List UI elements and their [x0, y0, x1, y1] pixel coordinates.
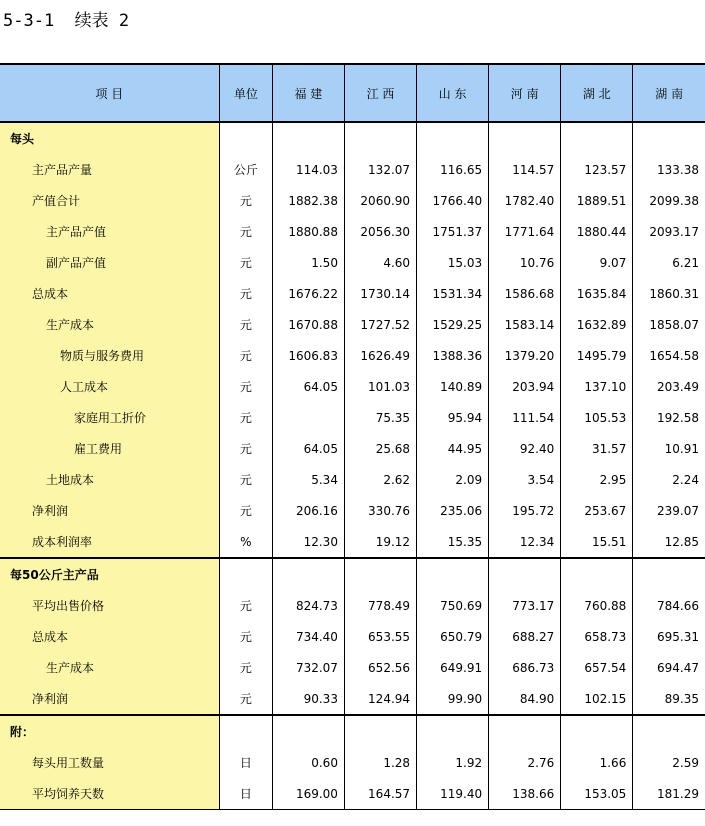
row-label: 人工成本	[0, 371, 219, 402]
cell-value	[344, 558, 416, 590]
row-unit: 日	[219, 778, 272, 810]
cell-value: 2.62	[344, 464, 416, 495]
cell-value: 1531.34	[417, 278, 489, 309]
header-province: 河 南	[489, 64, 561, 122]
cell-value: 649.91	[417, 652, 489, 683]
cell-value: 1882.38	[272, 185, 344, 216]
cell-value: 235.06	[417, 495, 489, 526]
cell-value: 686.73	[489, 652, 561, 683]
cell-value: 12.30	[272, 526, 344, 558]
cell-value: 1632.89	[561, 309, 633, 340]
row-label: 平均饲养天数	[0, 778, 219, 810]
cell-value: 1730.14	[344, 278, 416, 309]
cell-value: 1889.51	[561, 185, 633, 216]
cell-value: 99.90	[417, 683, 489, 715]
cell-value: 1495.79	[561, 340, 633, 371]
row-label: 副产品产值	[0, 247, 219, 278]
cell-value: 652.56	[344, 652, 416, 683]
data-table	[0, 63, 705, 810]
cell-value: 1880.44	[561, 216, 633, 247]
row-label: 生产成本	[0, 309, 219, 340]
cell-value: 101.03	[344, 371, 416, 402]
cell-value: 132.07	[344, 154, 416, 185]
cell-value: 119.40	[417, 778, 489, 810]
cell-value: 650.79	[417, 621, 489, 652]
cell-value: 124.94	[344, 683, 416, 715]
cell-value: 84.90	[489, 683, 561, 715]
cell-value: 239.07	[633, 495, 705, 526]
table-row	[0, 747, 705, 778]
cell-value: 64.05	[272, 371, 344, 402]
cell-value: 750.69	[417, 590, 489, 621]
cell-value: 105.53	[561, 402, 633, 433]
row-label: 物质与服务费用	[0, 340, 219, 371]
cell-value: 1388.36	[417, 340, 489, 371]
table-body	[0, 122, 705, 810]
cell-value: 1782.40	[489, 185, 561, 216]
table-row	[0, 715, 705, 747]
table-row	[0, 216, 705, 247]
cell-value: 195.72	[489, 495, 561, 526]
cell-value: 253.67	[561, 495, 633, 526]
cell-value	[344, 715, 416, 747]
row-label: 附：	[0, 715, 219, 747]
row-label: 每头	[0, 122, 219, 154]
row-unit: 元	[219, 216, 272, 247]
cell-value: 1727.52	[344, 309, 416, 340]
row-unit: 元	[219, 621, 272, 652]
header-unit: 单位	[219, 64, 272, 122]
row-label: 净利润	[0, 495, 219, 526]
cell-value	[633, 558, 705, 590]
row-unit: 元	[219, 495, 272, 526]
cell-value: 12.34	[489, 526, 561, 558]
table-row	[0, 371, 705, 402]
cell-value: 2093.17	[633, 216, 705, 247]
table-row	[0, 402, 705, 433]
cell-value: 114.57	[489, 154, 561, 185]
cell-value: 138.66	[489, 778, 561, 810]
row-label: 家庭用工折价	[0, 402, 219, 433]
cell-value: 1.50	[272, 247, 344, 278]
cell-value: 31.57	[561, 433, 633, 464]
cell-value: 2.24	[633, 464, 705, 495]
row-unit: 公斤	[219, 154, 272, 185]
cell-value: 330.76	[344, 495, 416, 526]
cell-value: 1529.25	[417, 309, 489, 340]
cell-value: 64.05	[272, 433, 344, 464]
cell-value: 1.92	[417, 747, 489, 778]
cell-value: 0.60	[272, 747, 344, 778]
header-row	[0, 64, 705, 122]
row-unit: 元	[219, 433, 272, 464]
cell-value	[272, 715, 344, 747]
header-province: 山 东	[417, 64, 489, 122]
header-province: 湖 北	[561, 64, 633, 122]
cell-value: 1766.40	[417, 185, 489, 216]
cell-value: 15.35	[417, 526, 489, 558]
table-row	[0, 495, 705, 526]
table-row	[0, 309, 705, 340]
cell-value: 1635.84	[561, 278, 633, 309]
table-row	[0, 652, 705, 683]
row-unit: 元	[219, 247, 272, 278]
row-label: 总成本	[0, 278, 219, 309]
cell-value: 10.76	[489, 247, 561, 278]
cell-value	[417, 715, 489, 747]
row-unit: 元	[219, 683, 272, 715]
cell-value: 102.15	[561, 683, 633, 715]
cell-value: 760.88	[561, 590, 633, 621]
cell-value: 1.66	[561, 747, 633, 778]
table-row	[0, 590, 705, 621]
cell-value: 90.33	[272, 683, 344, 715]
row-label: 每头用工数量	[0, 747, 219, 778]
cell-value: 1860.31	[633, 278, 705, 309]
header-province: 福 建	[272, 64, 344, 122]
cell-value: 181.29	[633, 778, 705, 810]
row-unit: 元	[219, 402, 272, 433]
cell-value: 1670.88	[272, 309, 344, 340]
cell-value: 2.76	[489, 747, 561, 778]
cell-value: 15.51	[561, 526, 633, 558]
cell-value: 116.65	[417, 154, 489, 185]
row-unit: 日	[219, 747, 272, 778]
cell-value: 1880.88	[272, 216, 344, 247]
cell-value: 4.60	[344, 247, 416, 278]
cell-value: 695.31	[633, 621, 705, 652]
cell-value: 2.59	[633, 747, 705, 778]
cell-value: 732.07	[272, 652, 344, 683]
cell-value: 773.17	[489, 590, 561, 621]
cell-value: 133.38	[633, 154, 705, 185]
table-row	[0, 247, 705, 278]
row-label: 每50公斤主产品	[0, 558, 219, 590]
cell-value: 2.95	[561, 464, 633, 495]
cell-value	[272, 558, 344, 590]
table-row	[0, 464, 705, 495]
table-row	[0, 340, 705, 371]
row-label: 平均出售价格	[0, 590, 219, 621]
cell-value: 10.91	[633, 433, 705, 464]
cell-value: 1771.64	[489, 216, 561, 247]
row-label: 生产成本	[0, 652, 219, 683]
row-unit: 元	[219, 590, 272, 621]
row-label: 总成本	[0, 621, 219, 652]
cell-value: 114.03	[272, 154, 344, 185]
table-row	[0, 122, 705, 154]
row-unit: 元	[219, 185, 272, 216]
cell-value: 111.54	[489, 402, 561, 433]
cell-value: 89.35	[633, 683, 705, 715]
cell-value: 9.07	[561, 247, 633, 278]
table-row	[0, 526, 705, 558]
cell-value: 1626.49	[344, 340, 416, 371]
table-row	[0, 683, 705, 715]
row-label: 净利润	[0, 683, 219, 715]
row-unit: 元	[219, 464, 272, 495]
cell-value: 1606.83	[272, 340, 344, 371]
row-unit	[219, 715, 272, 747]
cell-value: 203.49	[633, 371, 705, 402]
cell-value: 1586.68	[489, 278, 561, 309]
row-label: 主产品产量	[0, 154, 219, 185]
cell-value	[344, 122, 416, 154]
cell-value: 824.73	[272, 590, 344, 621]
table-title: 5-3-1 续表 2	[3, 11, 130, 31]
cell-value: 206.16	[272, 495, 344, 526]
header-province: 江 西	[344, 64, 416, 122]
cell-value: 784.66	[633, 590, 705, 621]
cell-value: 688.27	[489, 621, 561, 652]
row-unit: 元	[219, 340, 272, 371]
row-unit: %	[219, 526, 272, 558]
row-unit: 元	[219, 278, 272, 309]
table-row	[0, 278, 705, 309]
cell-value: 25.68	[344, 433, 416, 464]
table-row	[0, 778, 705, 810]
table-row	[0, 433, 705, 464]
cell-value	[633, 715, 705, 747]
cell-value	[417, 558, 489, 590]
cell-value: 123.57	[561, 154, 633, 185]
cell-value	[489, 122, 561, 154]
cell-value: 75.35	[344, 402, 416, 433]
cell-value: 19.12	[344, 526, 416, 558]
cell-value: 140.89	[417, 371, 489, 402]
cell-value	[489, 715, 561, 747]
cell-value: 192.58	[633, 402, 705, 433]
row-unit: 元	[219, 371, 272, 402]
cell-value: 153.05	[561, 778, 633, 810]
cell-value: 169.00	[272, 778, 344, 810]
cell-value	[561, 715, 633, 747]
cell-value: 2060.90	[344, 185, 416, 216]
cell-value: 5.34	[272, 464, 344, 495]
row-label: 产值合计	[0, 185, 219, 216]
cell-value	[561, 558, 633, 590]
cell-value: 1583.14	[489, 309, 561, 340]
cell-value	[272, 402, 344, 433]
table-row	[0, 185, 705, 216]
cell-value	[561, 122, 633, 154]
cell-value: 658.73	[561, 621, 633, 652]
cell-value: 15.03	[417, 247, 489, 278]
cell-value	[417, 122, 489, 154]
cell-value: 137.10	[561, 371, 633, 402]
cell-value: 778.49	[344, 590, 416, 621]
cell-value: 95.94	[417, 402, 489, 433]
row-unit: 元	[219, 652, 272, 683]
cell-value	[489, 558, 561, 590]
row-unit	[219, 122, 272, 154]
cell-value: 44.95	[417, 433, 489, 464]
row-label: 成本利润率	[0, 526, 219, 558]
cell-value	[272, 122, 344, 154]
cell-value: 12.85	[633, 526, 705, 558]
cell-value: 657.54	[561, 652, 633, 683]
cell-value: 2.09	[417, 464, 489, 495]
cell-value: 2056.30	[344, 216, 416, 247]
cell-value: 203.94	[489, 371, 561, 402]
cell-value: 1858.07	[633, 309, 705, 340]
table-row	[0, 558, 705, 590]
cell-value: 1379.20	[489, 340, 561, 371]
cell-value: 164.57	[344, 778, 416, 810]
cell-value: 1676.22	[272, 278, 344, 309]
row-label: 雇工费用	[0, 433, 219, 464]
cell-value: 2099.38	[633, 185, 705, 216]
cell-value: 92.40	[489, 433, 561, 464]
cell-value: 1.28	[344, 747, 416, 778]
table-row	[0, 621, 705, 652]
row-label: 土地成本	[0, 464, 219, 495]
row-unit: 元	[219, 309, 272, 340]
header-province: 湖 南	[633, 64, 705, 122]
cell-value: 1751.37	[417, 216, 489, 247]
cell-value: 653.55	[344, 621, 416, 652]
cell-value	[633, 122, 705, 154]
header-item: 项 目	[0, 64, 219, 122]
row-label: 主产品产值	[0, 216, 219, 247]
table-row	[0, 154, 705, 185]
cell-value: 3.54	[489, 464, 561, 495]
cell-value: 1654.58	[633, 340, 705, 371]
cell-value: 6.21	[633, 247, 705, 278]
row-unit	[219, 558, 272, 590]
cell-value: 734.40	[272, 621, 344, 652]
cell-value: 694.47	[633, 652, 705, 683]
